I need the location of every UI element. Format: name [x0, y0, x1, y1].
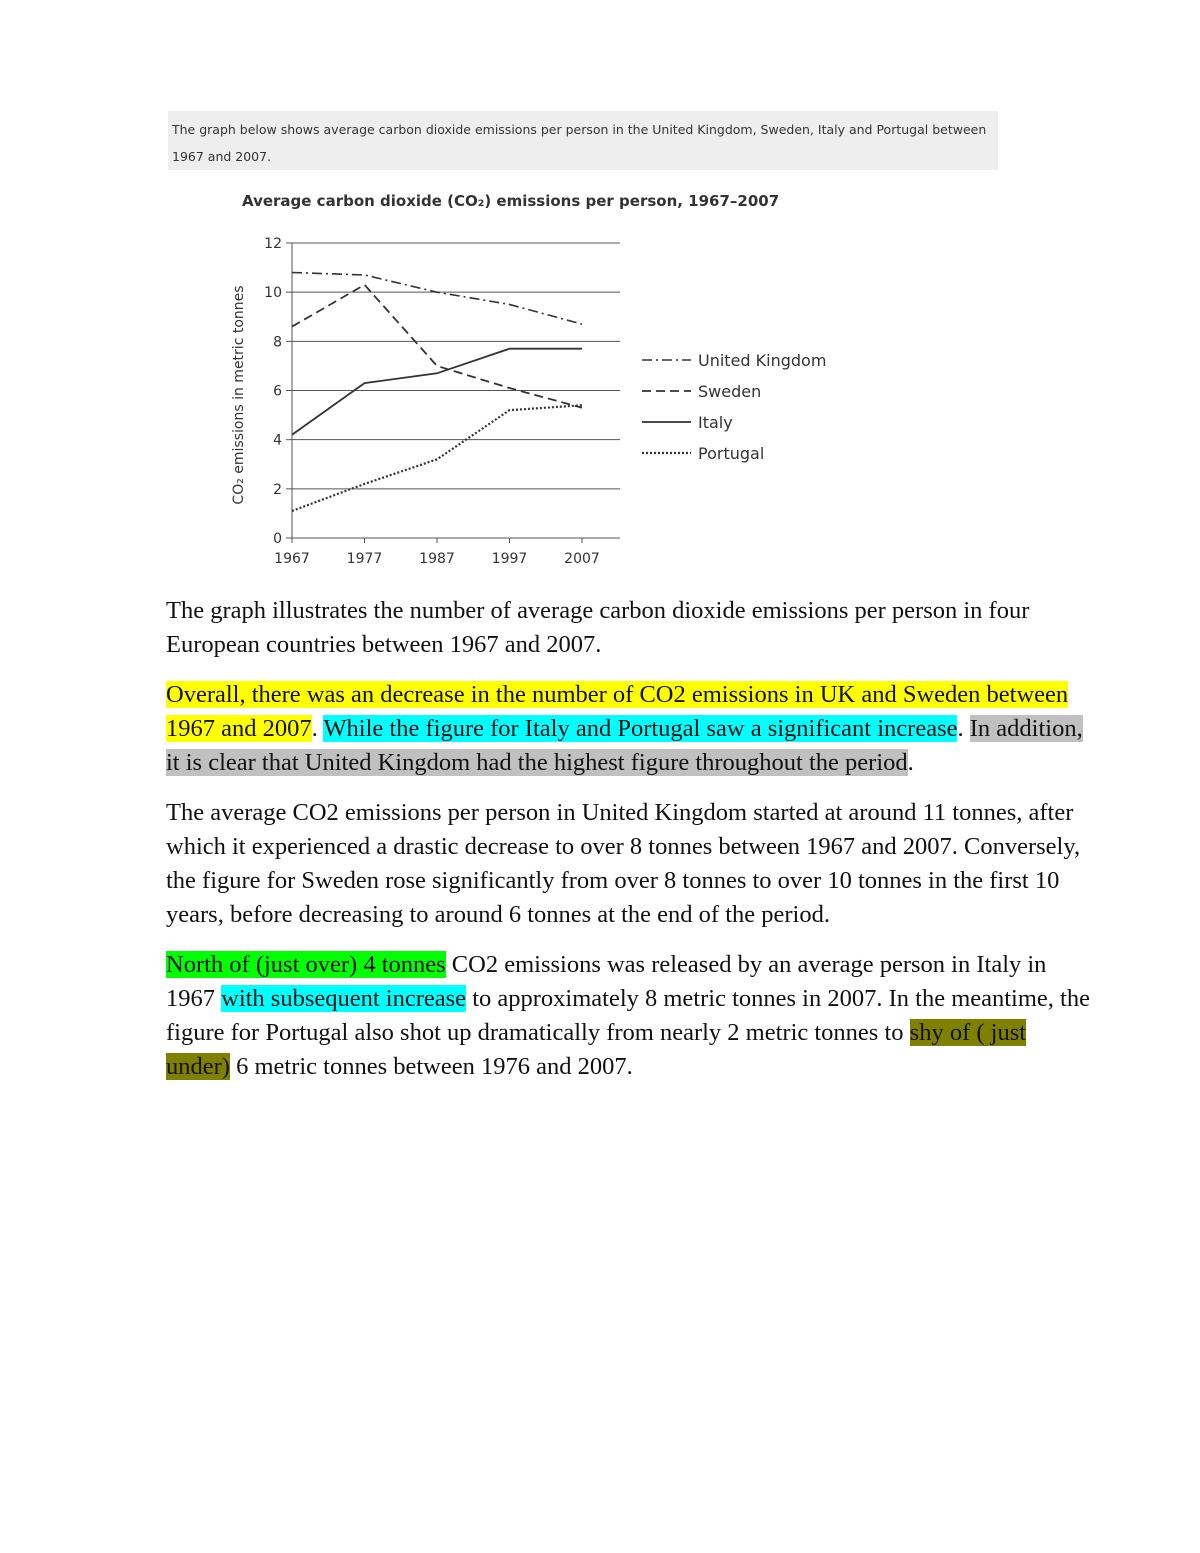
essay-paragraph-overview: [166, 678, 1096, 780]
text-run: .: [311, 715, 324, 742]
legend-label: Italy: [698, 413, 733, 432]
task-prompt-text: The graph below shows average carbon dioxide emissions per person in the United Kingdom, Sweden, Italy and Portugal between 1967 and 2007.: [172, 122, 987, 164]
essay-paragraph-body-1: The average CO2 emissions per person in United Kingdom started at around 11 tonnes, after which it experienced a drastic decrease to over 8 tonnes between 1967 and 2007. Conversely, the figure for Sweden rose significantly from over 8 tonnes to over 10 tonnes in the first 10 years, before decreasing to around 6 tonnes at the end of the period.: [166, 799, 1081, 928]
y-tick-label: 10: [264, 285, 282, 302]
x-tick-label: 1977: [346, 551, 383, 567]
series-line-sweden: [292, 285, 582, 408]
y-tick-label: 8: [273, 334, 282, 351]
essay-paragraph-body-2: [166, 948, 1096, 1084]
legend-label: Portugal: [698, 444, 765, 463]
chart-title: Average carbon dioxide (CO₂) emissions per person, 1967–2007: [242, 192, 780, 210]
highlight-cyan: with subsequent increase: [221, 985, 467, 1012]
x-tick-label: 1967: [274, 551, 310, 567]
highlight-gray: In addition, it is clear that United Kingdom had the highest figure throughout the period: [166, 715, 1083, 776]
x-tick-label: 1997: [491, 551, 528, 567]
y-tick-label: 0: [273, 531, 282, 547]
series-line-italy: [292, 349, 582, 435]
essay-paragraph-intro: The graph illustrates the number of average carbon dioxide emissions per person in four European countries between 1967 and 2007.: [166, 597, 1030, 658]
text-run: .: [957, 715, 970, 742]
series-line-united-kingdom: [292, 273, 582, 325]
y-tick-label: 4: [273, 432, 282, 449]
legend-label: Sweden: [698, 382, 762, 401]
x-tick-label: 1987: [419, 551, 455, 567]
y-tick-label: 6: [273, 383, 282, 400]
co2-line-chart: [215, 185, 855, 575]
y-tick-label: 2: [273, 481, 282, 498]
highlight-yellow: Overall, there was an decrease in the number of CO2 emissions in UK and Sweden between 1967 and 2007: [166, 681, 1069, 742]
y-axis-label: CO₂ emissions in metric tonnes: [231, 285, 247, 505]
y-tick-label: 12: [264, 236, 282, 252]
essay: [166, 594, 1096, 1100]
text-run: 6 metric tonnes between 1976 and 2007.: [229, 1053, 633, 1080]
x-tick-label: 2007: [564, 551, 600, 567]
highlight-cyan: While the figure for Italy and Portugal saw a significant increase: [323, 715, 958, 742]
highlight-olive: shy of ( just under): [166, 1019, 1027, 1080]
task-prompt-box: [168, 111, 998, 170]
text-run: to approximately 8 metric tonnes in 2007. In the meantime, the figure for Portugal also shot up dramatically from nearly 2 metric tonnes to: [166, 985, 1090, 1046]
highlight-green: North of (just over) 4 tonnes: [166, 951, 446, 978]
series-line-portugal: [292, 405, 582, 511]
legend-label: United Kingdom: [698, 351, 827, 370]
text-run: CO2 emissions was released by an average person in Italy in 1967: [166, 951, 1047, 1012]
text-run: .: [907, 749, 914, 776]
